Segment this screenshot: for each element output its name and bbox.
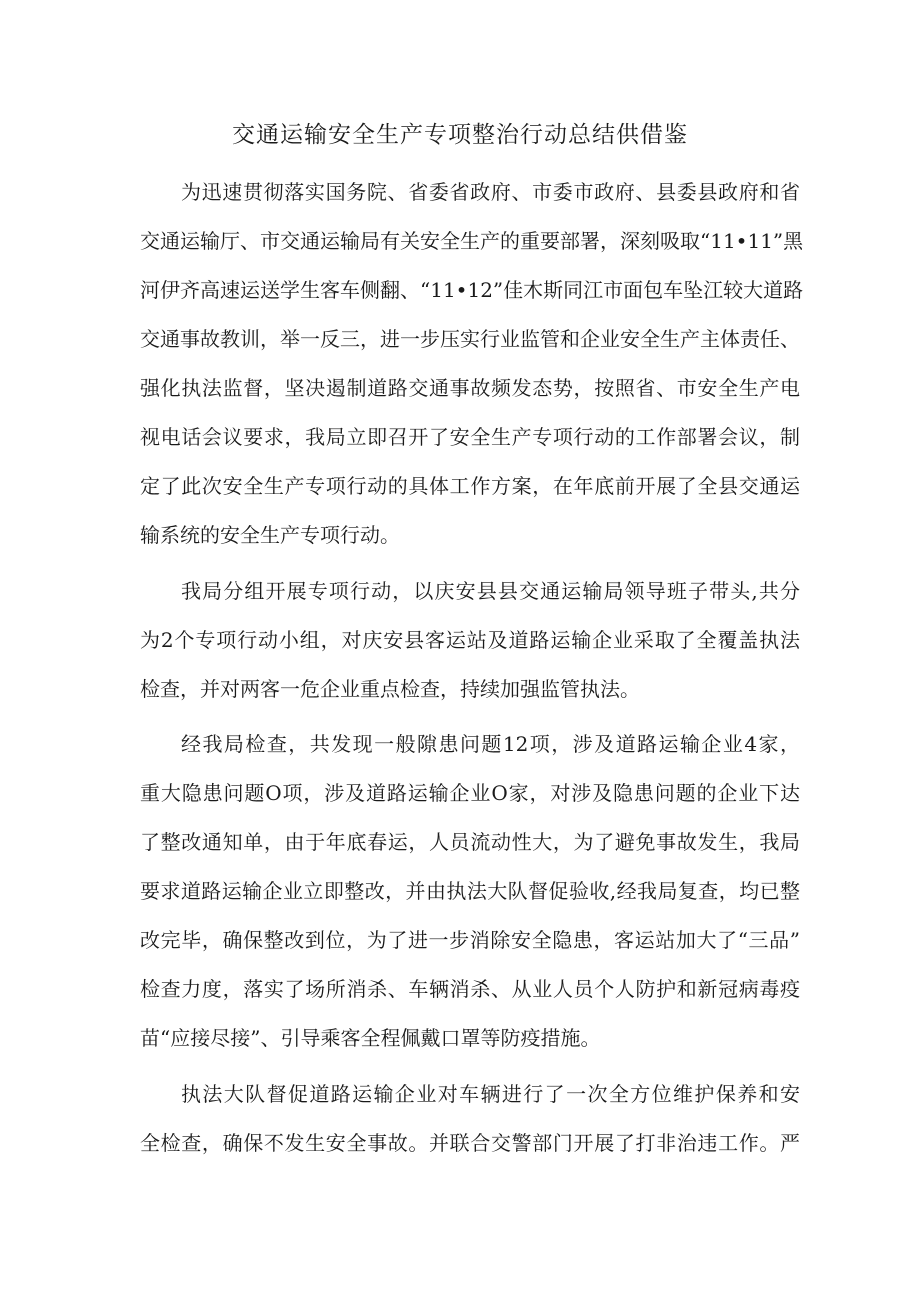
paragraph-1-line-5: 强化执法监督，坚决遏制道路交通事故频发态势，按照省、市安全生产电	[140, 376, 800, 400]
paragraph-2-line-3: 检查，并对两客一危企业重点检查，持续加强监管执法。	[140, 677, 640, 701]
paragraph-3-line-3: 了整改通知单，由于年底春运，人员流动性大，为了避免事故发生，我局	[140, 830, 800, 854]
paragraph-1-line-1: 为迅速贯彻落实国务院、省委省政府、市委市政府、县委县政府和省	[181, 180, 800, 204]
paragraph-1-line-7: 定了此次安全生产专项行动的具体工作方案，在年底前开展了全县交通运	[140, 474, 800, 498]
paragraph-4-line-2: 全检查，确保不发生安全事故。并联合交警部门开展了打非治违工作。严	[140, 1131, 800, 1155]
paragraph-3-line-6: 检查力度，落实了场所消杀、车辆消杀、从业人员个人防护和新冠病毒疫	[140, 977, 800, 1001]
paragraph-3-line-2: 重大隐患问题O项，涉及道路运输企业O家，对涉及隐患问题的企业下达	[140, 781, 800, 805]
paragraph-3-line-1: 经我局检查，共发现一般隙患问题12项，涉及道路运输企业4家，	[181, 732, 800, 756]
paragraph-3-line-4: 要求道路运输企业立即整改，并由执法大队督促验收,经我局复查，均已整	[140, 879, 800, 903]
paragraph-3-line-7: 苗“应接尽接”、引导乘客全程佩戴口罩等防疫措施。	[140, 1026, 601, 1050]
paragraph-1-line-4: 交通事故教训，举一反三，进一步压实行业监管和企业安全生产主体责任、	[140, 327, 800, 351]
paragraph-1-line-8: 输系统的安全生产专项行动。	[140, 523, 400, 547]
paragraph-2-line-1: 我局分组开展专项行动，以庆安县县交通运输局领导班子带头,共分	[181, 579, 800, 603]
paragraph-1-line-3: 河伊齐高速运送学生客车侧翻、“11•12”佳木斯同江市面包车坠江较大道路	[140, 278, 804, 302]
paragraph-3-line-5: 改完毕，确保整改到位，为了进一步消除安全隐患，客运站加大了“三品”	[140, 928, 800, 952]
document-title: 交通运输安全生产专项整治行动总结供借鉴	[232, 122, 688, 148]
paragraph-4-line-1: 执法大队督促道路运输企业对车辆进行了一次全方位维护保养和安	[181, 1082, 800, 1106]
paragraph-1-line-2: 交通运输厅、市交通运输局有关安全生产的重要部署，深刻吸取“11•11”黑	[140, 229, 804, 253]
paragraph-2-line-2: 为2个专项行动小组，对庆安县客运站及道路运输企业采取了全覆盖执法	[140, 628, 800, 652]
paragraph-1-line-6: 视电话会议要求，我局立即召开了安全生产专项行动的工作部署会议，制	[140, 425, 800, 449]
